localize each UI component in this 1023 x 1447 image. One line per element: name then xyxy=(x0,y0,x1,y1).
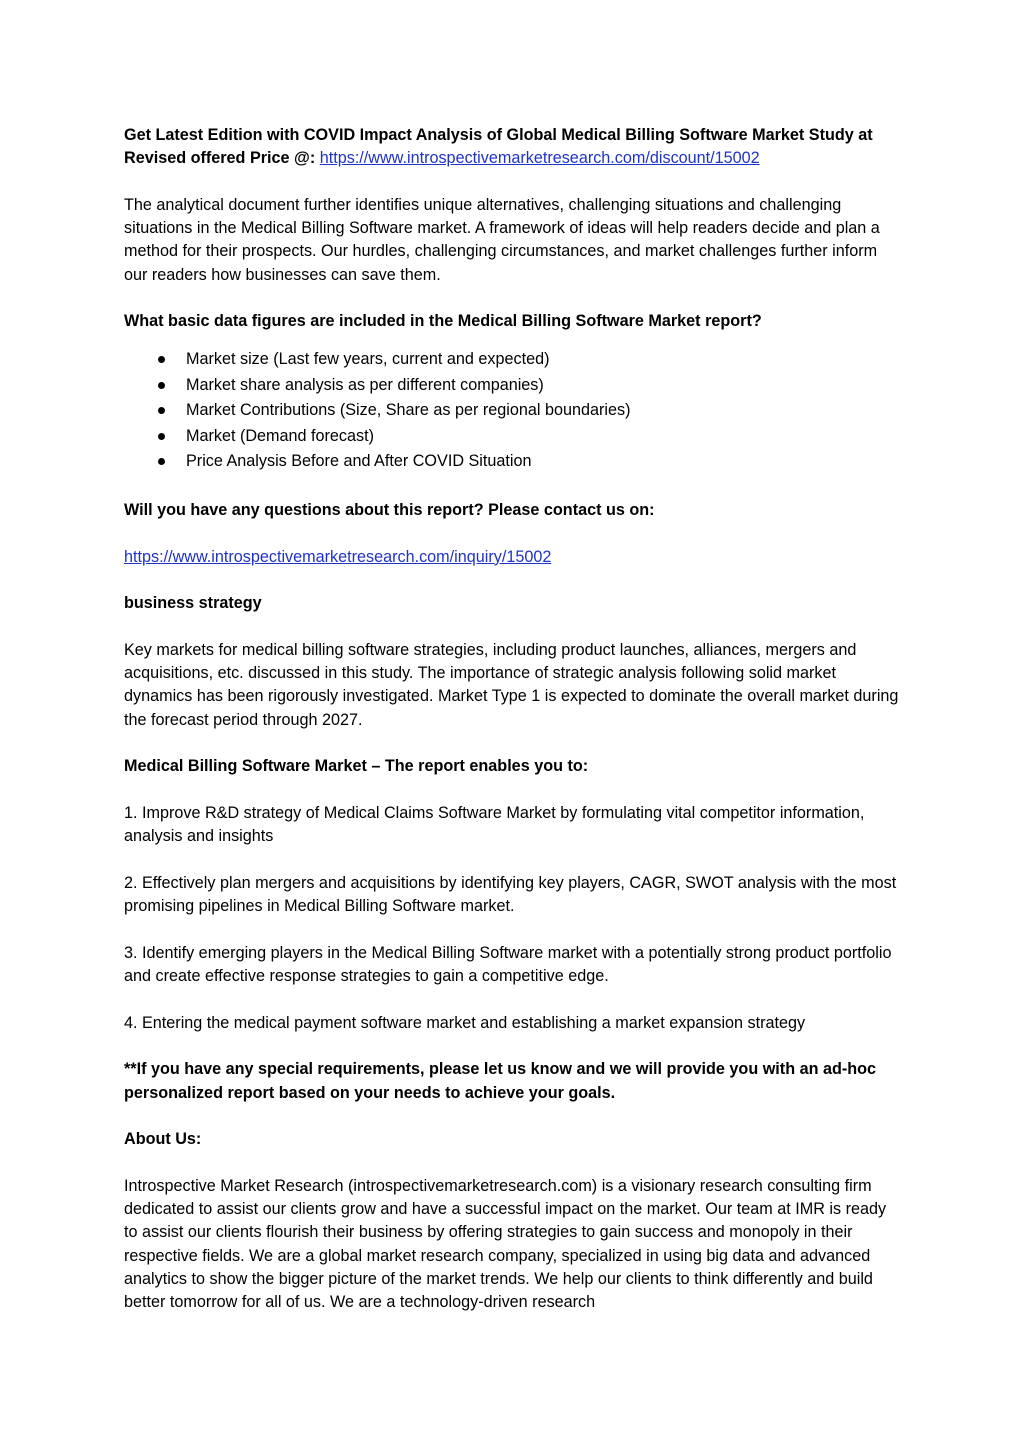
data-figures-heading: What basic data figures are included in the Medical Billing Software Market report? xyxy=(124,312,762,331)
list-item-text: Market size (Last few years, current and expected) xyxy=(186,349,550,368)
inquiry-paragraph xyxy=(124,546,904,569)
inquiry-link[interactable]: https://www.introspectivemarketresearch.com/inquiry/15002 xyxy=(124,547,552,566)
enables-heading: Medical Billing Software Market – The report enables you to: xyxy=(124,757,589,776)
list-item xyxy=(124,398,904,424)
special-requirements-note: **If you have any special requirements, please let us know and we will provide you with an ad-hoc personalized report based on your needs to achieve your goals. xyxy=(124,1060,877,1102)
strategy-heading: business strategy xyxy=(124,594,262,613)
list-item-text: Market (Demand forecast) xyxy=(186,426,375,445)
about-paragraph: Introspective Market Research (introspectivemarketresearch.com) is a visionary research consulting firm dedicated to assist our clients grow and have a successful impact on the market. Our team at IMR is ready to assist our clients flourish their business by offering strategies to gain success and monopoly in their respective fields. We are a global market research company, specialized in using big data and advanced analytics to show the bigger picture of the market trends. We help our clients to think differently and build better tomorrow for all of us. We are a technology-driven research xyxy=(124,1177,887,1312)
list-item-text: Market Contributions (Size, Share as per regional boundaries) xyxy=(186,401,631,420)
enables-point-1: 1. Improve R&D strategy of Medical Claims Software Market by formulating vital competitor information, analysis and insights xyxy=(124,804,865,846)
enables-point-2: 2. Effectively plan mergers and acquisitions by identifying key players, CAGR, SWOT analysis with the most promising pipelines in Medical Billing Software market. xyxy=(124,873,897,916)
bullet-icon xyxy=(158,458,165,465)
discount-link[interactable]: https://www.introspectivemarketresearch.com/discount/15002 xyxy=(319,149,760,168)
strategy-paragraph: Key markets for medical billing software strategies, including product launches, alliances, mergers and acquisitions, etc. discussed in this study. The importance of strategic analysis following solid market dynamics has been rigorously investigated. Market Type 1 is expected to dominate the overall market during the forecast period through 2027. xyxy=(124,641,899,729)
list-item-text: Market share analysis as per different companies) xyxy=(186,375,544,394)
paragraph-analytical-document: The analytical document further identifies unique alternatives, challenging situations and challenging situations in the Medical Billing Software market. A framework of ideas will help readers decide and plan a method for their prospects. Our hurdles, challenging circumstances, and market challenges further inform our readers how businesses can save them. xyxy=(124,195,880,284)
bullet-icon xyxy=(158,382,165,389)
intro-paragraph xyxy=(124,124,904,170)
enables-point-3: 3. Identify emerging players in the Medical Billing Software market with a potentially strong product portfolio and create effective response strategies to gain a competitive edge. xyxy=(124,943,892,986)
bullet-icon xyxy=(158,433,165,440)
intro-heading: Get Latest Edition with COVID Impact Analysis of Global Medical Billing Software Market Study at Revised offered Price @: xyxy=(124,126,873,168)
bullet-icon xyxy=(158,356,165,363)
enables-point-4: 4. Entering the medical payment software market and establishing a market expansion strategy xyxy=(124,1013,806,1032)
list-item xyxy=(124,347,904,373)
list-item xyxy=(124,449,904,475)
about-heading: About Us: xyxy=(124,1130,202,1149)
list-item-text: Price Analysis Before and After COVID Situation xyxy=(186,452,532,471)
data-figures-list xyxy=(124,347,904,475)
list-item xyxy=(124,424,904,450)
contact-heading: Will you have any questions about this report? Please contact us on: xyxy=(124,500,655,519)
list-item xyxy=(124,373,904,399)
bullet-icon xyxy=(158,407,165,414)
document-body xyxy=(124,124,904,1338)
